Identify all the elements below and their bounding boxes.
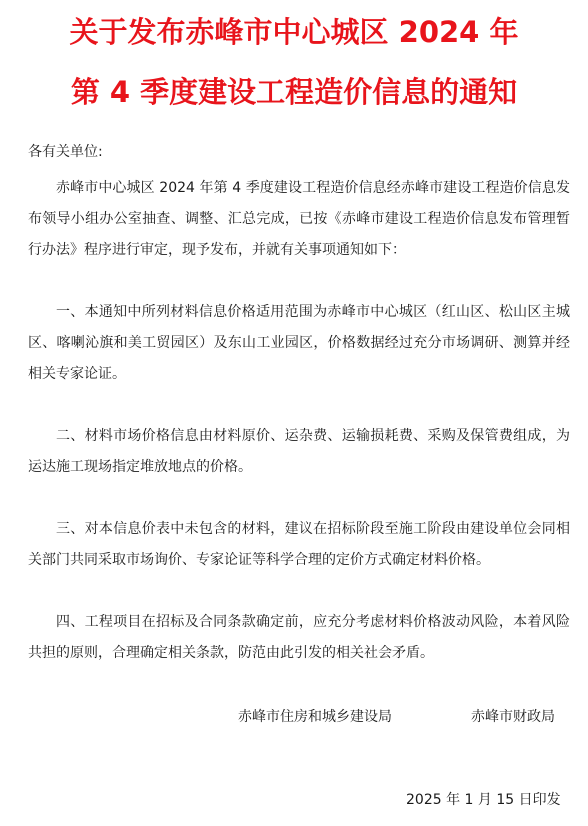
- signature-finance-bureau: 赤峰市财政局: [471, 709, 555, 725]
- document-title-line-1: 关于发布赤峰市中心城区 2024 年: [69, 15, 519, 49]
- salutation: 各有关单位:: [28, 144, 103, 160]
- body-paragraph-item-2: 二、材料市场价格信息由材料原价、运杂费、运输损耗费、采购及保管费组成，为运达施工现场指定堆放地点的价格。: [28, 428, 570, 475]
- body-paragraph-item-4: 四、工程项目在招标及合同条款确定前，应充分考虑材料价格波动风险，本着风险共担的原则，合理确定相关条款，防范由此引发的相关社会矛盾。: [28, 614, 570, 661]
- body-paragraph-item-3: 三、对本信息价表中未包含的材料，建议在招标阶段至施工阶段由建设单位会同相关部门共同采取市场询价、专家论证等科学合理的定价方式确定材料价格。: [28, 521, 570, 568]
- issue-date: 2025 年 1 月 15 日印发: [406, 792, 561, 808]
- body-paragraph-intro: 赤峰市中心城区 2024 年第 4 季度建设工程造价信息经赤峰市建设工程造价信息发布领导小组办公室抽查、调整、汇总完成，已按《赤峰市建设工程造价信息发布管理暂行办法》程序进行审定，现予发布，并就有关事项通知如下：: [28, 180, 570, 258]
- document-title-line-2: 第 4 季度建设工程造价信息的通知: [70, 75, 518, 109]
- body-paragraph-item-1: 一、本通知中所列材料信息价格适用范围为赤峰市中心城区（红山区、松山区主城区、喀喇沁旗和美工贸园区）及东山工业园区，价格数据经过充分市场调研、测算并经相关专家论证。: [28, 304, 570, 382]
- signature-housing-bureau: 赤峰市住房和城乡建设局: [238, 709, 392, 725]
